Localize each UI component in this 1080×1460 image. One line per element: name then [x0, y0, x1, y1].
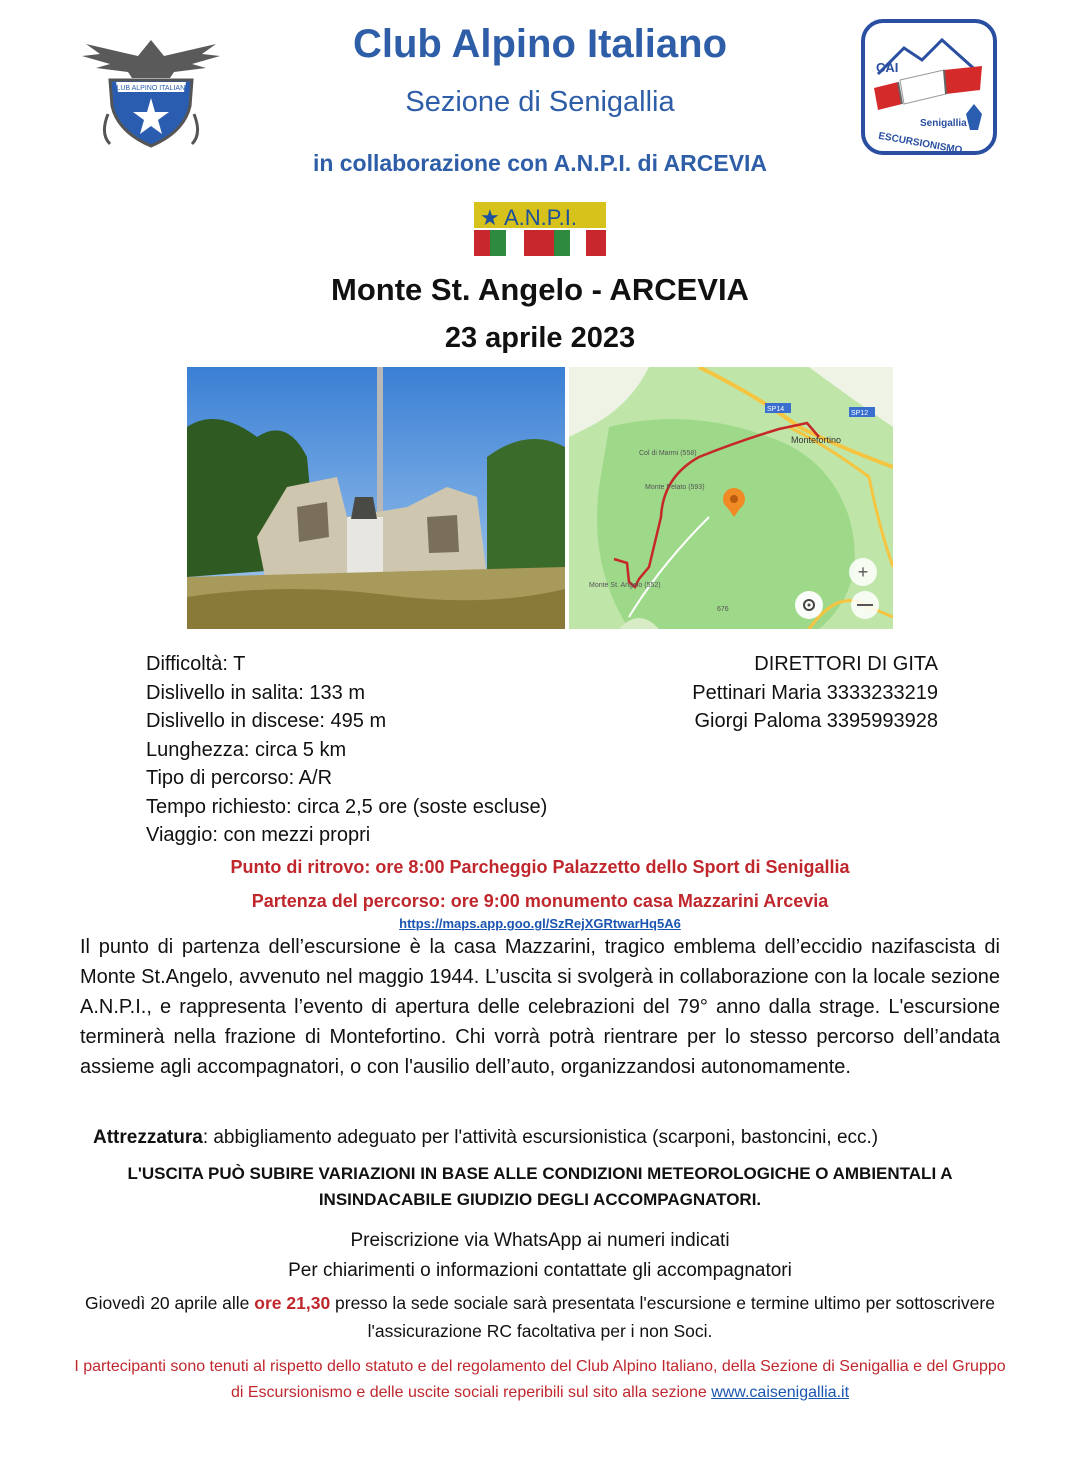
- svg-text:Senigallia: Senigallia: [920, 118, 967, 129]
- disclaimer: I partecipanti sono tenuti al rispetto dello statuto e del regolamento del Club Alpino Italiano, della Sezione di Senigallia e del Gruppo di Escursionismo e delle uscite sociali reperibili sul sito alla sezione www.caisenigallia.it: [74, 1358, 1006, 1401]
- maps-link[interactable]: https://maps.app.goo.gl/SzRejXGRtwarHq5A6: [399, 916, 681, 931]
- website-link[interactable]: www.caisenigallia.it: [711, 1384, 850, 1401]
- length: Lunghezza: circa 5 km: [146, 738, 347, 761]
- svg-text:CLUB ALPINO ITALIANO: CLUB ALPINO ITALIANO: [111, 85, 191, 92]
- escursionismo-badge-logo: [860, 18, 998, 156]
- my-location-icon[interactable]: [795, 591, 823, 619]
- zoom-in-icon[interactable]: [849, 558, 877, 586]
- start-point: Partenza del percorso: ore 9:00 monumento casa Mazzarini Arcevia: [251, 891, 829, 911]
- svg-text:Monte St. Angelo (552): Monte St. Angelo (552): [589, 582, 661, 589]
- anpi-star-icon: ★: [480, 205, 500, 230]
- trip-details: [146, 650, 547, 850]
- monument-photo: [187, 367, 565, 629]
- svg-text:ESCURSIONISMO: ESCURSIONISMO: [877, 130, 964, 156]
- event-title: Monte St. Angelo - ARCEVIA: [331, 272, 749, 307]
- director-1: Pettinari Maria 3333233219: [692, 681, 938, 704]
- svg-text:SP12: SP12: [851, 410, 869, 417]
- svg-text:676: 676: [717, 606, 729, 613]
- svg-text:Col di Marmi (558): Col di Marmi (558): [639, 450, 697, 457]
- svg-text:Montefortino: Montefortino: [791, 435, 842, 445]
- svg-text:SP14: SP14: [767, 406, 785, 413]
- presentation-note: Giovedì 20 aprile alle ore 21,30 presso la sede sociale sarà presentata l'escursione e termine ultimo per sottoscrivere l'assicurazione RC facoltativa per i non Soci.: [85, 1293, 995, 1341]
- route-type: Tipo di percorso: A/R: [146, 767, 333, 789]
- svg-text:+: +: [857, 562, 869, 582]
- svg-text:Monte Pelato (593): Monte Pelato (593): [645, 484, 705, 491]
- anpi-logo: [472, 200, 608, 258]
- org-name: Club Alpino Italiano: [352, 22, 728, 66]
- svg-text:A.N.P.I.: A.N.P.I.: [504, 205, 577, 230]
- descent: Dislivello in discese: 495 m: [146, 710, 387, 732]
- equipment-label: Attrezzatura: [93, 1127, 203, 1148]
- ascent: Dislivello in salita: 133 m: [146, 681, 365, 704]
- event-date: 23 aprile 2023: [444, 322, 636, 354]
- section-name: Sezione di Senigallia: [405, 86, 675, 118]
- difficulty: Difficoltà: T: [146, 653, 246, 675]
- route-map[interactable]: [569, 367, 893, 629]
- meeting-point: Punto di ritrovo: ore 8:00 Parcheggio Palazzetto dello Sport di Senigallia: [230, 857, 850, 877]
- equipment: [93, 1127, 1053, 1149]
- directors-heading: DIRETTORI DI GITA: [754, 653, 938, 675]
- preregistration: Preiscrizione via WhatsApp ai numeri indicati: [350, 1230, 730, 1251]
- description: Il punto di partenza dell’escursione è la casa Mazzarini, tragico emblema dell’eccidio nazifascista di Monte St.Angelo, avvenuto nel maggio 1944. L’uscita si svolgerà in collaborazione con la locale sezione A.N.P.I., e rappresenta l’evento di apertura delle celebrazioni del 79° anno dalla strage. L'escursione terminerà nella frazione di Montefortino. Chi vorrà potrà rientrare per lo stesso percorso dell’andata assieme agli accompagnatori, o con l'ausilio dell’auto, organizzandosi autonomamente.: [80, 936, 1000, 1078]
- presentation-time: ore 21,30: [254, 1293, 331, 1313]
- collaboration-line: in collaborazione con A.N.P.I. di ARCEVIA: [312, 150, 768, 176]
- zoom-out-icon[interactable]: [851, 591, 879, 619]
- equipment-text: : abbigliamento adeguato per l'attività escursionistica (scarponi, bastoncini, ecc.): [202, 1127, 879, 1148]
- weather-warning: L'USCITA PUÒ SUBIRE VARIAZIONI IN BASE ALLE CONDIZIONI METEOROLOGICHE O AMBIENTALI A INSINDACABILE GIUDIZIO DEGLI ACCOMPAGNATORI.: [127, 1164, 953, 1209]
- svg-text:CAI: CAI: [876, 60, 899, 75]
- trip-directors: [640, 650, 938, 736]
- contact-info: Per chiarimenti o informazioni contattate gli accompagnatori: [288, 1260, 792, 1281]
- time-required: Tempo richiesto: circa 2,5 ore (soste escluse): [146, 795, 548, 818]
- travel: Viaggio: con mezzi propri: [146, 824, 371, 846]
- director-2: Giorgi Paloma 3395993928: [694, 710, 938, 732]
